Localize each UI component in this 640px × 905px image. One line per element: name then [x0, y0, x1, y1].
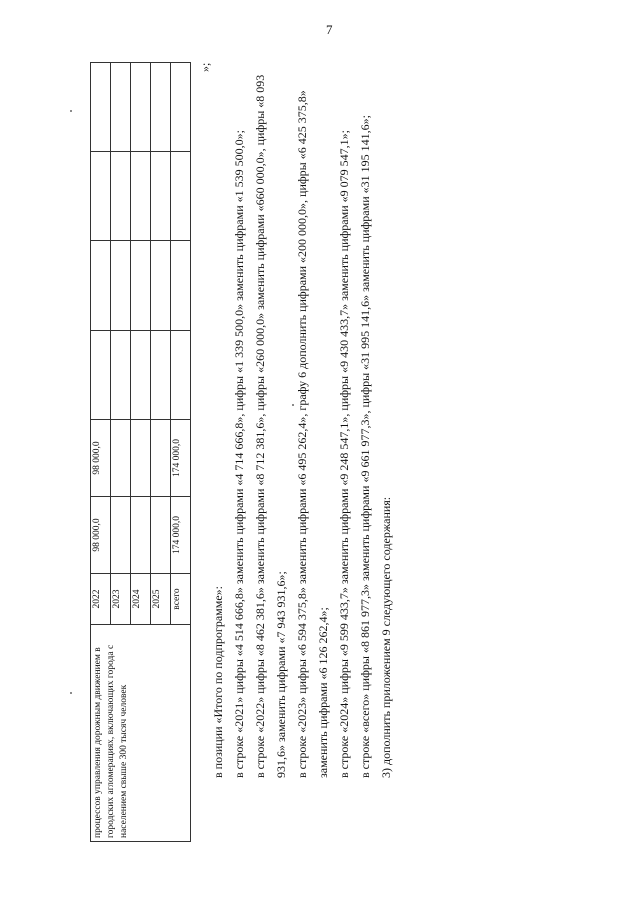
paragraph: в строке «2023» цифры «6 594 375,8» заменить цифрами «6 495 262,4», графу 6 дополнить цифрами «200 000,0», цифры «6 425 375,8» заменить цифрами «6 126 262,4»; [295, 90, 330, 778]
year-cell: 2022 [91, 574, 111, 625]
scan-speck [70, 692, 72, 694]
year-cell: всего [171, 574, 191, 625]
value-cell [131, 497, 151, 574]
value-cell: 98 000,0 [91, 420, 111, 497]
paragraph: 3) дополнить приложением 9 следующего содержания: [379, 496, 393, 778]
year-cell: 2025 [151, 574, 171, 625]
value-cell [151, 420, 171, 497]
value-cell: 98 000,0 [91, 497, 111, 574]
page-number: 7 [326, 22, 333, 37]
table-description: процессов управления дорожным движением в городских агломерациях, включающих города с населением свыше 300 тысяч человек [91, 625, 191, 842]
value-cell: 174 000,0 [171, 420, 191, 497]
closing-quote: »; [198, 62, 212, 72]
paragraph: в позиции «Итого по подпрограмме»: [211, 585, 225, 778]
amendment-text [208, 62, 397, 842]
scan-speck [292, 404, 294, 406]
paragraph: в строке «всего» цифры «8 861 977,3» заменить цифрами «9 661 977,3», цифры «31 995 141,6» заменить цифрами «31 195 141,6»; [358, 115, 372, 778]
year-cell: 2024 [131, 574, 151, 625]
value-cell: 174 000,0 [171, 497, 191, 574]
scan-speck [70, 110, 72, 112]
value-cell [111, 497, 131, 574]
value-cell [151, 497, 171, 574]
paragraph: в строке «2022» цифры «8 462 381,6» заменить цифрами «8 712 381,6», цифры «260 000,0» заменить цифрами «660 000,0», цифры «8 093 931,6» заменить цифрами «7 943 931,6»; [253, 74, 288, 778]
paragraph: в строке «2021» цифры «4 514 666,8» заменить цифрами «4 714 666,8», цифры «1 339 500,0» заменить цифрами «1 539 500,0»; [232, 130, 246, 778]
rotated-page-content [90, 62, 393, 842]
table-row [91, 63, 111, 842]
value-cell [131, 420, 151, 497]
paragraph: в строке «2024» цифры «9 599 433,7» заменить цифрами «9 248 547,1», цифры «9 430 433,7» заменить цифрами «9 079 547,1»; [337, 130, 351, 778]
program-table [90, 62, 191, 842]
year-cell: 2023 [111, 574, 131, 625]
value-cell [111, 420, 131, 497]
